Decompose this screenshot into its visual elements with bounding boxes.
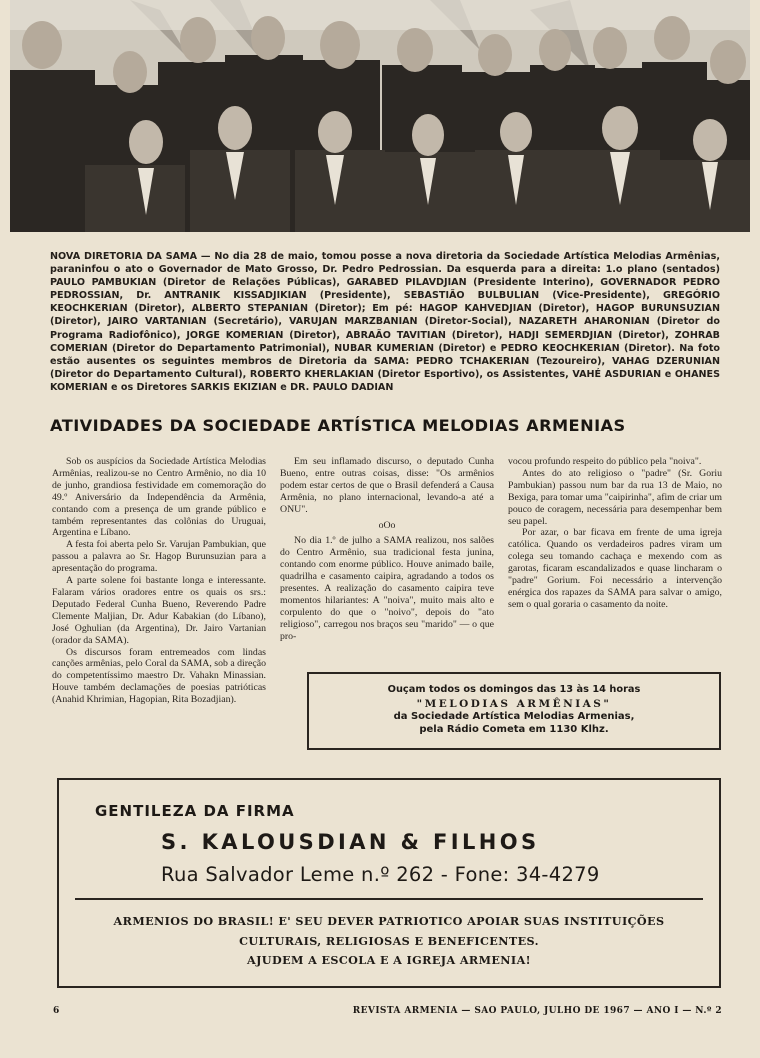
ad-slogan-line: CULTURAIS, RELIGIOSAS E BENEFICENTES. bbox=[239, 933, 539, 948]
group-photo bbox=[10, 0, 750, 232]
article-headline: ATIVIDADES DA SOCIEDADE ARTÍSTICA MELODIAS ARMENIAS bbox=[50, 416, 626, 435]
article-column-3 bbox=[508, 456, 722, 611]
radio-program-title: "MELODIAS ARMÊNIAS" bbox=[416, 698, 612, 710]
ad-slogan bbox=[59, 912, 719, 971]
photo-caption: NOVA DIRETORIA DA SAMA — No dia 28 de maio, tomou posse a nova diretoria da Sociedade Artística Melodias Armênias, paraninfou o ato o Governador de Mato Grosso, Dr. Pedro Pedrossian. Da esquerda para a direita: 1.o plano (sentados) PAULO PAMBUKIAN (Diretor de Relações Públicas), GARABED PILAVDJIAN (Presidente Interino), GOVERNADOR PEDRO PEDROSSIAN, Dr. ANTRANIK KISSADJIKIAN (Presidente), SEBASTIÃO BULBULIAN (Vice-Presidente), GREGÓRIO KEOCHKERIAN (Diretor), ALBERTO STEPANIAN (Diretor); Em pé: HAGOP KAHVEDJIAN (Diretor), HAGOP BURUNSUZIAN (Diretor), JAIRO VARTANIAN (Secretário), VARUJAN MARZBANIAN (Diretor-Social), NAZARETH AHARONIAN (Diretor do Programa Radiofônico), JORGE KOMERIAN (Diretor), ABRAÃO TAVITIAN (Diretor), HADJI SEMERDJIAN (Diretor), ZOHRAB COMERIAN (Diretor do Departamento Patrimonial), NUBAR KUMERIAN (Diretor) e PEDRO KEOCHKERIAN (Diretor). Na foto estão ausentes os seguintes membros de Diretoria da SAMA: PEDRO TCHAKERIAN (Tezoureiro), VAHAG DZERUNIAN (Diretor do Departamento Cultural), ROBERTO KHERLAKIAN (Diretor Esportivo), os Assistentes, VAHÉ ASDURIAN e OHANES KOMERIAN e os Diretores SARKIS EKIZIAN e DR. PAULO DADIAN bbox=[50, 251, 720, 393]
paragraph: Por azar, o bar ficava em frente de uma igreja católica. Quando os verdadeiros padres viram um colega seu tomando cachaça e mexendo com as garotas, ficaram escandalizados e quase lincharam o "padre" Gorium. Foi necessário a intervenção enérgica dos rapazes da SAMA para salvar o amigo, sem o qual goraria o casamento da noite. bbox=[508, 527, 722, 610]
paragraph: No dia 1.º de julho a SAMA realizou, nos salões do Centro Armênio, sua tradicional festa junina, contando com enorme público. Houve animado baile, quadrilha e casamento caipira, agradando a todos os presentes. A realização do casamento caipira teve momentos hilariantes: A "noiva", muito mais alto e corpulento do que o "noivo", depois do "ato religioso", carregou nos braços seu "marido" — o que pro- bbox=[280, 535, 494, 642]
ad-slogan-line: AJUDEM A ESCOLA E A IGREJA ARMENIA! bbox=[247, 953, 531, 967]
paragraph: Os discursos foram entremeados com lindas canções armênias, pelo Coral da SAMA, sob a direção do competentíssimo maestro Dr. Vahakn Minassian. Houve também declamações de poesias patrióticas (Anahid Khrimian, Hagopian, Rita Bozadjian). bbox=[52, 646, 266, 706]
page-number: 6 bbox=[53, 1006, 60, 1016]
ad-courtesy-label: GENTILEZA DA FIRMA bbox=[95, 802, 295, 820]
ad-divider bbox=[75, 898, 703, 900]
article-column-1 bbox=[52, 456, 266, 706]
advertisement-box bbox=[57, 778, 721, 988]
paragraph: Sob os auspícios da Sociedade Artística Melodias Armênias, realizou-se no Centro Armênio, no dia 10 de junho, grandiosa festividade em comemoração do 49.º Aniversário da Independência da Armênia, contando com a presença de um grande público e também representantes das colônias do Uruguai, Argentina e Líbano. bbox=[52, 456, 266, 539]
article-column-2 bbox=[280, 456, 494, 643]
ad-slogan-line: ARMENIOS DO BRASIL! E' SEU DEVER PATRIOTICO APOIAR SUAS INSTITUIÇÕES bbox=[113, 914, 665, 928]
ad-address: Rua Salvador Leme n.º 262 - Fone: 34-4279 bbox=[161, 863, 600, 886]
radio-sponsor: da Sociedade Artística Melodias Armenias, bbox=[393, 711, 635, 722]
paragraph: Em seu inflamado discurso, o deputado Cunha Bueno, entre outras coisas, disse: "Os armênios podem estar certos de que o Brasil defenderá a Causa Armênia, no plano internacional, levando-a até a ONU". bbox=[280, 456, 494, 515]
paragraph: A parte solene foi bastante longa e interessante. Falaram vários oradores entre os quais os srs.: Deputado Federal Cunha Bueno, Reverendo Padre Clemente Maljian, Dr. Adur Kabakian (do Líbano), José Oghulian (da Argentina), Dr. Jairo Vartanian (orador da SAMA). bbox=[52, 575, 266, 646]
paragraph: A festa foi aberta pelo Sr. Varujan Pambukian, que passou a palavra ao Sr. Hagop Burunsuzian para a apresentação do programa. bbox=[52, 539, 266, 575]
radio-schedule: Ouçam todos os domingos das 13 às 14 horas bbox=[387, 684, 641, 695]
ad-company-name: S. KALOUSDIAN & FILHOS bbox=[161, 830, 540, 854]
publication-footer: REVISTA ARMENIA — SAO PAULO, JULHO DE 1967 — ANO I — N.º 2 bbox=[352, 1006, 722, 1016]
paragraph: vocou profundo respeito do público pela "noiva". bbox=[508, 456, 702, 467]
paragraph: Antes do ato religioso o "padre" (Sr. Goriu Pambukian) passou num bar da rua 13 de Maio, no Bexiga, para tomar uma "caipirinha", afim de criar um pouco de coragem, necessária para desempenhar bem seu papel. bbox=[508, 467, 722, 527]
radio-program-notice bbox=[307, 672, 721, 750]
radio-station: pela Rádio Cometa em 1130 Klhz. bbox=[419, 724, 609, 735]
section-separator: oOo bbox=[378, 519, 396, 531]
